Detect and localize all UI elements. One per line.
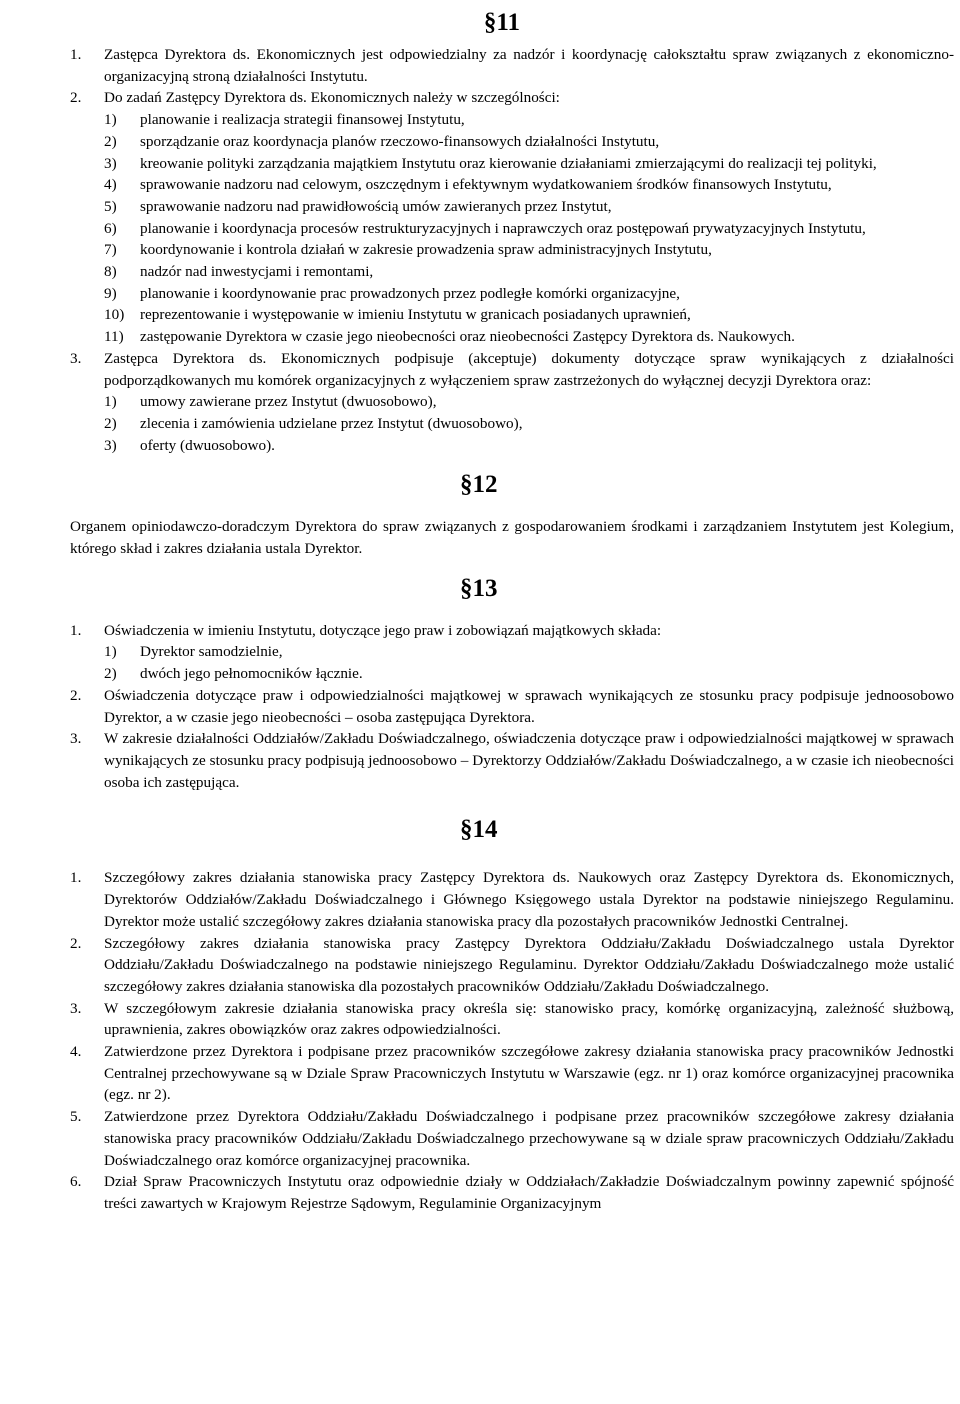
paragraph-number: 2. xyxy=(70,934,82,952)
list-item xyxy=(104,153,954,175)
s13-signatories-list xyxy=(104,641,954,684)
list-item xyxy=(104,218,954,240)
paragraph-text: Szczegółowy zakres działania stanowiska pracy Zastępcy Dyrektora Oddziału/Zakładu Doświadczalnego ustala Dyrektor Oddziału/Zakładu Doświadczalnego na podstawie niniejszego Regulaminu. Dyrektor Oddziału/Zakładu Doświadczalnego może ustalić szczegółowy zakres działania stanowiska dla pozostałych pracowników Oddziału/Zakładu Doświadczalnego. xyxy=(104,934,954,995)
list-item-number: 7) xyxy=(104,241,117,259)
list-item-text: sprawowanie nadzoru nad celowym, oszczędnym i efektywnym wydatkowaniem środków finansowych Instytutu, xyxy=(140,176,832,194)
paragraph-text: W szczegółowym zakresie działania stanowiska pracy określa się: stanowisko pracy, komórkę organizacyjną, zależność służbową, uprawnienia, zakres obowiązków oraz zakres odpowiedzialności. xyxy=(104,999,954,1039)
list-item-number: 3) xyxy=(104,436,117,454)
list-item-text: koordynowanie i kontrola działań w zakresie prowadzenia spraw administracyjnych Instytutu, xyxy=(140,241,712,259)
list-item-number: 1) xyxy=(104,393,117,411)
s14-paragraph xyxy=(70,1171,954,1214)
s14-paragraph xyxy=(70,1106,954,1171)
section-heading-13: §13 xyxy=(460,574,498,602)
list-item xyxy=(104,261,954,283)
list-item-text: reprezentowanie i występowanie w imieniu Instytutu w granicach posiadanych uprawnień, xyxy=(140,306,691,324)
paragraph-number: 2. xyxy=(70,686,82,704)
section-heading-12: §12 xyxy=(460,471,498,499)
paragraph-body xyxy=(104,620,954,685)
list-item-number: 2) xyxy=(104,414,117,432)
s14-paragraph xyxy=(70,867,954,932)
s14-paragraph xyxy=(70,998,954,1041)
paragraph-text: Zatwierdzone przez Dyrektora Oddziału/Zakładu Doświadczalnego i podpisane przez pracowników szczegółowe zakresy działania stanowiska pracy pracowników Oddziału/Zakładu Doświadczalnego przechowywane są w dziale spraw pracowniczych Oddziału/Zakładu Doświadczalnego oraz komórce organizacyjnej pracownika. xyxy=(104,1108,954,1169)
list-item xyxy=(104,174,954,196)
list-item-text: nadzór nad inwestycjami i remontami, xyxy=(140,263,374,281)
list-item xyxy=(104,109,954,131)
paragraph-number: 6. xyxy=(70,1173,82,1191)
paragraph-number: 1. xyxy=(70,46,82,63)
paragraph-text: Zastępca Dyrektora ds. Ekonomicznych podpisuje (akceptuje) dokumenty dotyczące spraw wynikających z działalności podporządkowanych mu komórek organizacyjnych z wyłączeniem spraw zastrzeżonych do wyłącznej decyzji Dyrektora oraz: xyxy=(104,349,954,389)
list-item xyxy=(104,326,954,348)
list-item-text: planowanie i koordynowanie prac prowadzonych przez podległe komórki organizacyjne, xyxy=(140,284,680,302)
list-item-number: 9) xyxy=(104,284,117,302)
list-item-number: 2) xyxy=(104,132,117,150)
s11-paragraph-1 xyxy=(70,44,954,87)
list-item xyxy=(104,196,954,218)
list-item xyxy=(104,413,954,435)
s14-paragraph xyxy=(70,933,954,998)
s11-paragraph-2 xyxy=(70,87,954,347)
list-item-number: 11) xyxy=(104,328,124,346)
s14-paragraph xyxy=(70,1041,954,1106)
paragraph-number: 1. xyxy=(70,621,82,639)
s11-paragraph-3 xyxy=(70,348,954,457)
list-item-text: planowanie i realizacja strategii finansowej Instytutu, xyxy=(140,111,465,129)
paragraph-number: 5. xyxy=(70,1108,82,1126)
list-item xyxy=(104,239,954,261)
list-item xyxy=(104,131,954,153)
list-item-number: 1) xyxy=(104,111,117,129)
paragraph-text: Do zadań Zastępcy Dyrektora ds. Ekonomicznych należy w szczególności: xyxy=(104,89,560,107)
paragraph-number: 2. xyxy=(70,89,82,107)
list-item-number: 8) xyxy=(104,263,117,281)
list-item-number: 1) xyxy=(104,643,117,661)
list-item-number: 6) xyxy=(104,219,117,237)
list-item xyxy=(104,391,954,413)
list-item-text: kreowanie polityki zarządzania majątkiem Instytutu oraz kierowanie działaniami zmierzającymi do realizacji tej polityki, xyxy=(140,154,877,172)
list-item-text: dwóch jego pełnomocników łącznie. xyxy=(140,665,363,683)
paragraph-number: 3. xyxy=(70,999,82,1017)
list-item xyxy=(104,663,954,685)
s13-paragraph-1 xyxy=(70,620,954,685)
paragraph-text: W zakresie działalności Oddziałów/Zakładu Doświadczalnego, oświadczenia dotyczące praw i odpowiedzialności majątkowej w sprawach wynikających ze stosunku pracy podpisują jednoosobowo – Dyrektorzy Oddziałów/Zakładu Doświadczalnego, a w czasie ich nieobecności osoba ich zastępująca. xyxy=(104,730,954,791)
list-item-number: 4) xyxy=(104,176,117,194)
s12-paragraph: Organem opiniodawczo-doradczym Dyrektora do spraw związanych z gospodarowaniem środkami i zarządzaniem Instytutem jest Kolegium, którego skład i zakres działania ustala Dyrektor. xyxy=(70,518,954,558)
list-item-number: 5) xyxy=(104,197,117,215)
s11-documents-list xyxy=(104,391,954,456)
list-item-number: 2) xyxy=(104,665,117,683)
paragraph-number: 3. xyxy=(70,730,82,748)
list-item xyxy=(104,304,954,326)
paragraph-number: 1. xyxy=(70,869,82,887)
list-item-text: sprawowanie nadzoru nad prawidłowością umów zawieranych przez Instytut, xyxy=(140,197,612,215)
list-item-text: sporządzanie oraz koordynacja planów rzeczowo-finansowych działalności Instytutu, xyxy=(140,132,660,150)
paragraph-text: Zastępca Dyrektora ds. Ekonomicznych jest odpowiedzialny za nadzór i koordynację całokształtu spraw związanych z ekonomiczno-organizacyjną stroną działalności Instytutu. xyxy=(104,46,954,85)
s11-duties-list xyxy=(104,109,954,348)
list-item xyxy=(104,283,954,305)
s14-paragraph-list xyxy=(70,867,954,1214)
list-item-text: planowanie i koordynacja procesów restrukturyzacyjnych i naprawczych oraz postępowań prywatyzacyjnych Instytutu, xyxy=(140,219,866,237)
s13-paragraph-2 xyxy=(70,685,954,728)
paragraph-body xyxy=(104,348,954,457)
s13-paragraph-3 xyxy=(70,728,954,793)
paragraph-number: 3. xyxy=(70,349,82,367)
paragraph-text: Zatwierdzone przez Dyrektora i podpisane przez pracowników szczegółowe zakresy działania stanowiska pracy pracowników Jednostki Centralnej przechowywane są w Dziale Spraw Pracowniczych Instytutu w Warszawie (egz. nr 1) oraz komórce organizacyjnej pracownika (egz. nr 2). xyxy=(104,1043,954,1104)
list-item-text: zastępowanie Dyrektora w czasie jego nieobecności oraz nieobecności Zastępcy Dyrektora ds. Naukowych. xyxy=(140,328,795,346)
section-heading-14: §14 xyxy=(460,816,498,844)
list-item xyxy=(104,641,954,663)
list-item xyxy=(104,435,954,457)
paragraph-text: Oświadczenia dotyczące praw i odpowiedzialności majątkowej w sprawach wynikających ze stosunku pracy podpisuje jednoosobowo Dyrektor, a w czasie jego nieobecności – osoba zastępująca Dyrektora. xyxy=(104,686,954,726)
paragraph-text: Dział Spraw Pracowniczych Instytutu oraz odpowiednie działy w Oddziałach/Zakładzie Doświadczalnym powinny zapewnić spójność treści zawartych w Krajowym Rejestrze Sądowym, Regulaminie Organizacyjnym xyxy=(104,1173,954,1212)
list-item-number: 10) xyxy=(104,306,125,324)
list-item-text: zlecenia i zamówienia udzielane przez Instytut (dwuosobowo), xyxy=(140,414,523,432)
list-item-number: 3) xyxy=(104,154,117,172)
paragraph-text: Szczegółowy zakres działania stanowiska pracy Zastępcy Dyrektora ds. Naukowych oraz Zastępcy Dyrektora ds. Ekonomicznych, Dyrektorów Oddziałów/Zakładu Doświadczalnego i Głównego Księgowego ustala Dyrektor na podstawie niniejszego Regulaminu. Dyrektor może ustalić szczegółowy zakres działania stanowiska pracy dla pozostałych pracowników Jednostki Centralnej. xyxy=(104,869,954,930)
section-heading-11: §11 xyxy=(483,9,520,36)
paragraph-body xyxy=(104,87,954,347)
paragraph-text: Oświadczenia w imieniu Instytutu, dotyczące jego praw i zobowiązań majątkowych składa: xyxy=(104,621,662,639)
list-item-text: oferty (dwuosobowo). xyxy=(140,436,275,454)
list-item-text: Dyrektor samodzielnie, xyxy=(140,643,283,661)
list-item-text: umowy zawierane przez Instytut (dwuosobowo), xyxy=(140,393,437,411)
paragraph-number: 4. xyxy=(70,1043,82,1061)
